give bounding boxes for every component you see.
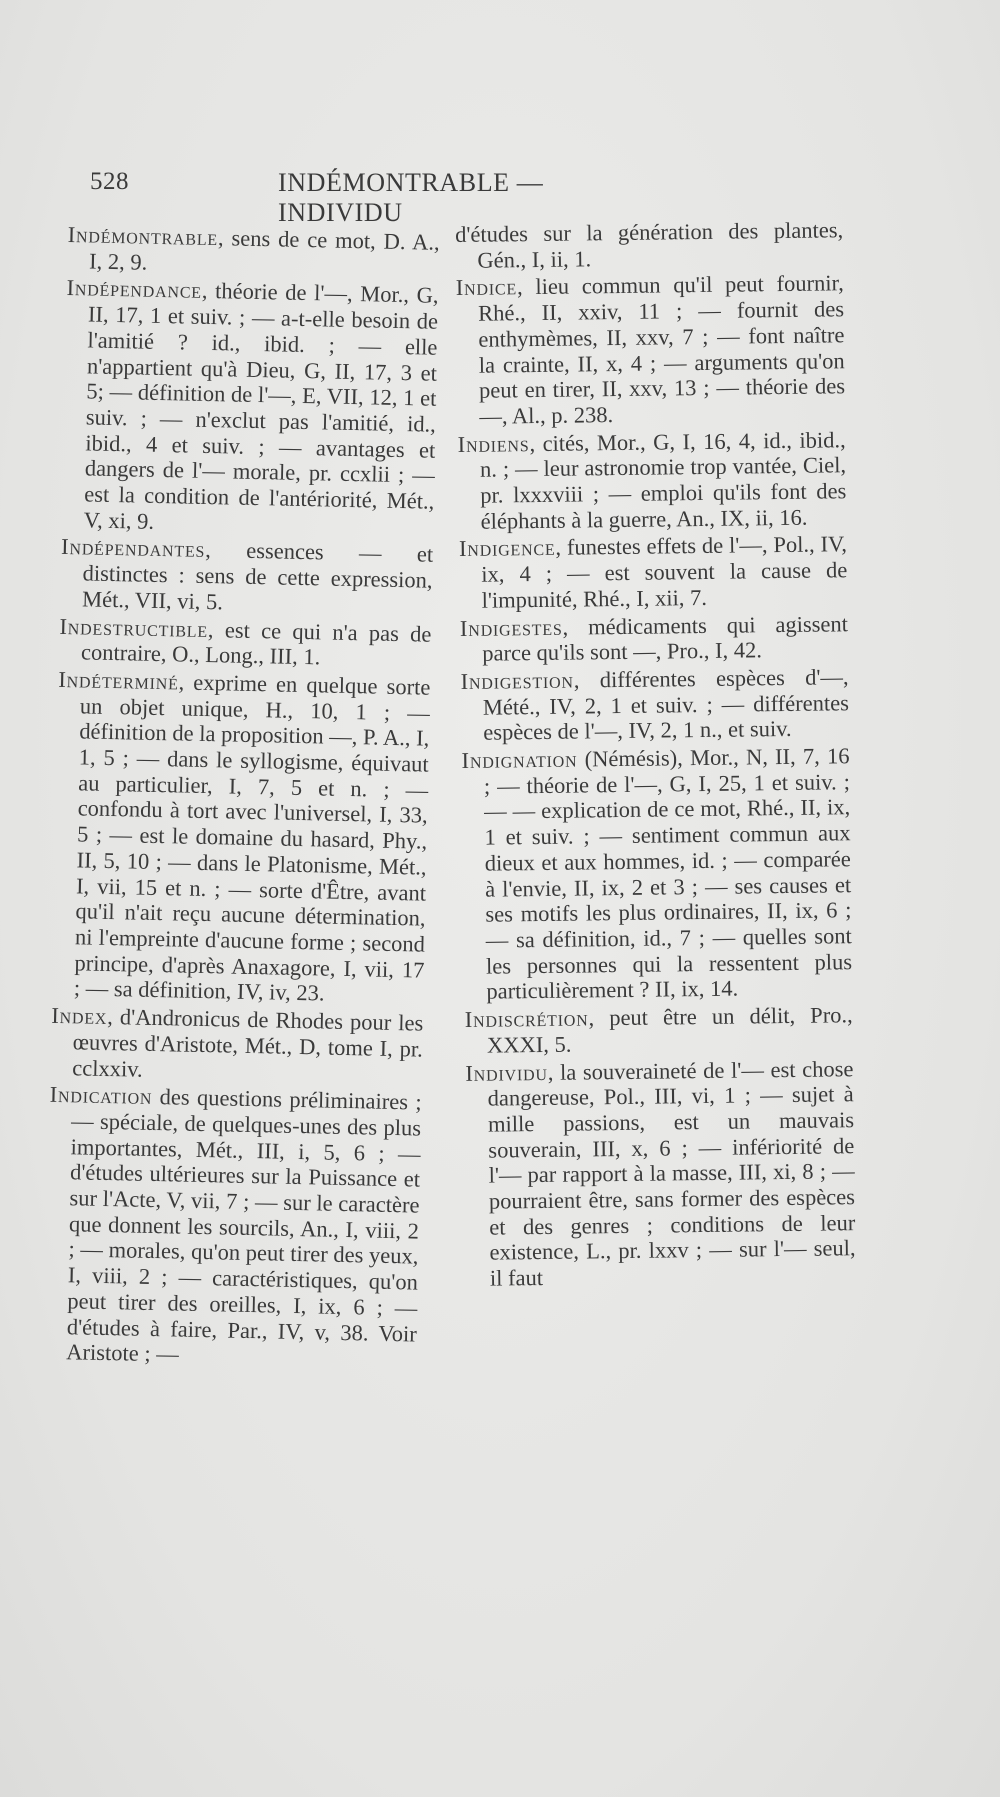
entry-text: , peut être un délit, Pro., XXXI, 5. xyxy=(486,1002,853,1058)
entry-headword: Indiscrétion xyxy=(464,1005,589,1033)
entry-headword: Indestructible xyxy=(59,613,209,642)
entry-headword: Indépendance xyxy=(66,275,203,304)
entry-text: , exprime en quelque sorte un objet unique, H., 10, 1 ; — définition de la proposition —, P. A., I, 1, 5 ; — dans le syllogisme, équivaut au particulier, I, 7, 5 et n. ; — confondu à tort avec l'universel, I, 33, 5 ; — est le domaine du hasard, Phy., II, 5, 10 ; — dans le Platonisme, Mét., I, vii, 15 et n. ; — sorte d'Être, avant qu'il n'ait reçu aucune détermination, ni l'empreinte d'aucune forme ; second principe, d'après Anaxagore, I, vii, 17 ; — sa définition, IV, iv, 23. xyxy=(73,669,431,1006)
entry-headword: Indéterminé xyxy=(58,666,179,695)
right-column xyxy=(455,217,856,1293)
entry-text: , différentes espèces d'—, Mété., IV, 2, 1 et suiv. ; — différentes espèces de l'—, IV, 2, 1 n., et suiv. xyxy=(482,664,850,746)
entry-headword: Indémontrable xyxy=(67,222,219,251)
entry-headword: Indigestion xyxy=(460,667,574,694)
index-entry xyxy=(461,743,852,1005)
index-entry xyxy=(460,664,849,746)
entry-headword: Indignation xyxy=(461,746,578,774)
entry-text: des questions préliminaires ; — spéciale, de quelques-unes des plus importantes, Mét., III, i, 5, 6 ; — d'études ultérieures sur la Puissance et sur l'Acte, V, vii, 7 ; — sur le caractère que donnent les sourcils, An., I, viii, 2 ; — morales, qu'on peut tirer des yeux, I, viii, 2 ; — caractéristiques, qu'on peut tirer des oreilles, I, ix, 6 ; — d'études à faire, Par., IV, v, 38. Voir Aristote ; — xyxy=(66,1084,422,1367)
index-entry xyxy=(67,222,440,281)
index-entry xyxy=(459,532,848,614)
left-column xyxy=(44,222,440,1374)
index-entry xyxy=(458,427,847,535)
index-entry xyxy=(465,1002,854,1058)
entry-headword: Indiens xyxy=(457,430,530,457)
entry-text: , théorie de l'—, Mor., G, II, 17, 1 et suiv. ; — a-t-elle besoin de l'amitié ? id., ibid. ; — elle n'appartient qu'à Dieu, G, II, 17, 3 et 5; — définition de l'—, E, VII, 12, 1 et suiv. ; — n'exclut pas l'amitié, id., ibid., 4 et suiv. ; — avantages et dangers de l'— morale, pr. ccxlii ; — est la condition de l'antériorité, Mét., V, xi, 9. xyxy=(83,278,439,534)
index-entry-continuation xyxy=(455,217,844,273)
running-head xyxy=(90,168,660,227)
entry-headword: Indépendantes xyxy=(60,534,206,563)
entry-text: , cités, Mor., G, I, 16, 4, id., ibid., n. ; — leur astronomie trop vantée, Ciel, pr. lxxxviii ; — emploi qu'ils font des éléphants à la guerre, An., IX, ii, 16. xyxy=(479,426,847,534)
entry-text: , est ce qui n'a pas de contraire, O., Long., III, 1. xyxy=(80,616,432,670)
entry-text: d'études sur la génération des plantes, Gén., I, ii, 1. xyxy=(455,217,844,273)
entry-headword: Indigence xyxy=(458,535,556,562)
index-entry xyxy=(456,271,846,430)
entry-headword: Indice xyxy=(455,274,518,301)
index-entry xyxy=(59,613,432,672)
entry-headword: Individu xyxy=(465,1059,548,1086)
index-entry xyxy=(52,667,431,1009)
entry-headword: Indigestes xyxy=(459,614,563,641)
index-entry xyxy=(465,1056,856,1292)
entry-text: , médicaments qui agissent parce qu'ils sont —, Pro., I, 42. xyxy=(482,610,849,666)
entry-text: , essences — et distinctes : sens de cette expression, Mét., VII, vi, 5. xyxy=(81,537,434,615)
index-entry xyxy=(60,534,434,619)
entry-text: , lieu commun qu'il peut fournir, Rhé., II, xxiv, 11 ; — fournit des enthymèmes, II, xxv, 7 ; — font naître la crainte, II, x, 4 ; — arguments qu'on peut en tirer, II, xxv, 13 ; — théorie des —, Al., p. 238. xyxy=(477,270,846,429)
entry-text: , la souveraineté de l'— est chose dangereuse, Pol., III, vi, 1 ; — sujet à mille passions, est un mauvais souverain, III, x, 6 ; — infériorité de l'— par rapport à la masse, III, xi, 8 ; — pourraient être, sans former des espèces et des genres ; conditions de leur existence, L., pr. lxxv ; — sur l'— seul, il faut xyxy=(487,1055,856,1291)
index-entry xyxy=(50,1003,424,1088)
running-title: INDÉMONTRABLE — INDIVIDU xyxy=(278,168,544,227)
entry-text: , sens de ce mot, D. A., I, 2, 9. xyxy=(88,225,440,275)
page-number: 528 xyxy=(90,168,129,195)
entry-text: (Némésis), Mor., N, II, 7, 16 ; — théorie de l'—, G, I, 25, 1 et suiv. ; — — explication de ce mot, Rhé., II, ix, 1 et suiv. ; — sentiment commun aux dieux et aux hommes, id. ; — comparée à l'envie, II, ix, 2 et 3 ; — ses causes et ses motifs les plus ordinaires, II, ix, 6 ; — sa définition, id., 7 ; — quelles sont les personnes qui la ressentent plus particulièrement ? II, ix, 14. xyxy=(483,743,853,1005)
index-entry xyxy=(44,1082,422,1372)
entry-text: , funestes effets de l'—, Pol., IV, ix, 4 ; — est souvent la cause de l'impunité, Rhé., I, xii, 7. xyxy=(481,531,848,613)
entry-text: , d'Andronicus de Rhodes pour les œuvres d'Aristote, Mét., D, tome I, pr. cclxxiv. xyxy=(72,1004,424,1082)
index-entry xyxy=(61,275,438,540)
entry-headword: Index xyxy=(51,1002,108,1030)
entry-headword: Indication xyxy=(49,1082,153,1110)
index-entry xyxy=(460,611,849,667)
